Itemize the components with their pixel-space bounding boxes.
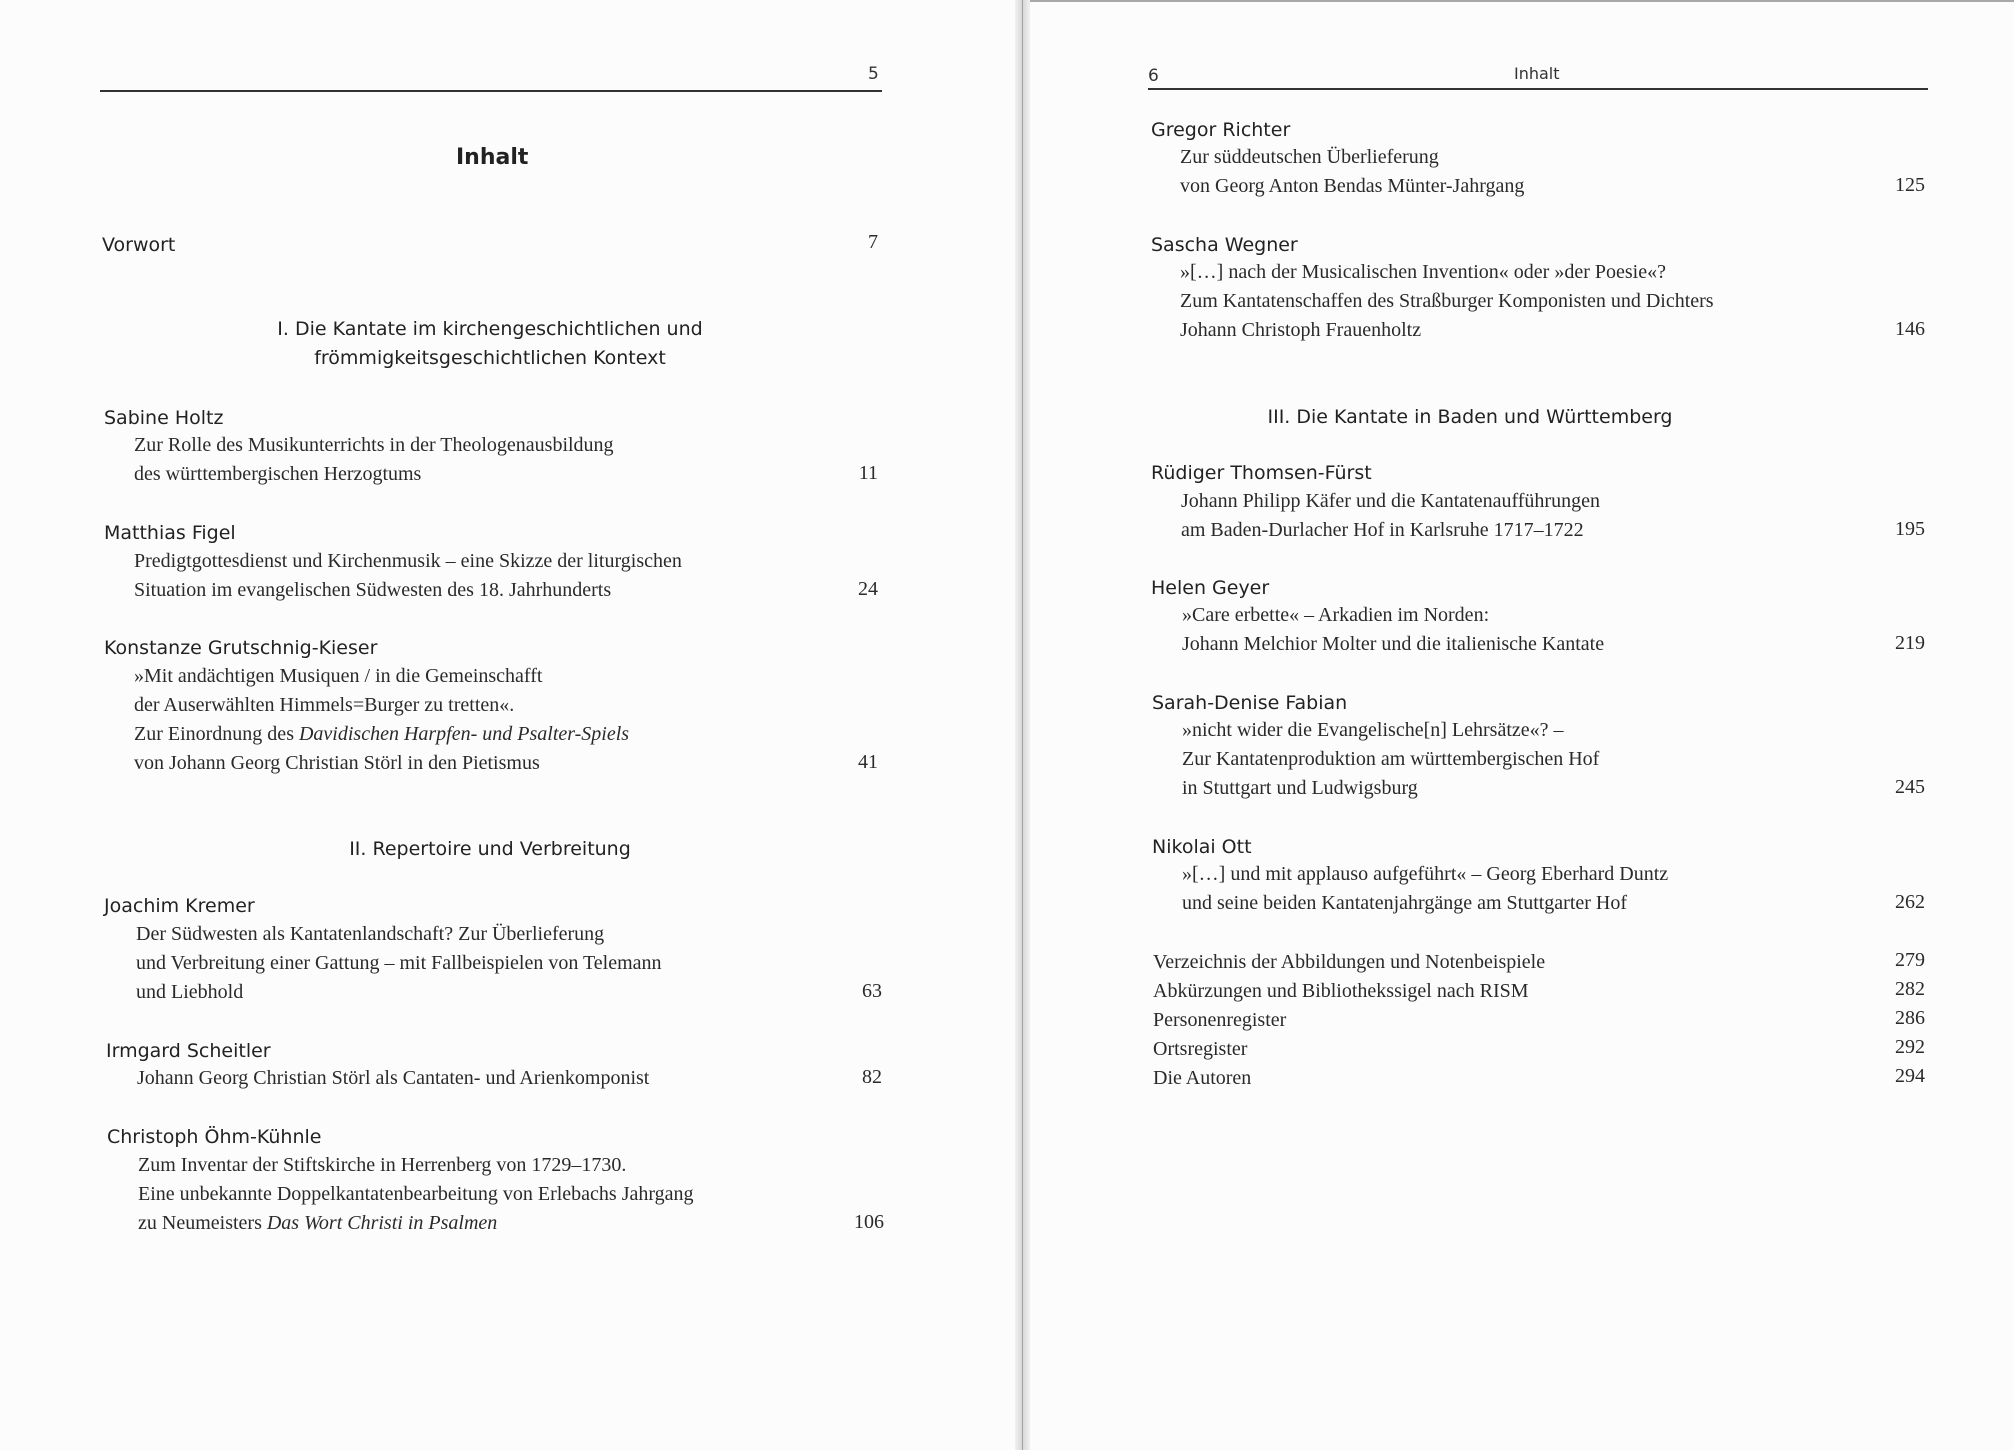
- appendix-item-label: Ortsregister: [1153, 1038, 1248, 1060]
- entry-title-line: Johann Christoph Frauenholtz: [1180, 319, 1422, 341]
- entry-title-line: »[…] nach der Musicalischen Invention« oder »der Poesie«?: [1180, 261, 1666, 283]
- preface-label: Vorwort: [102, 234, 176, 256]
- section-heading-line: I. Die Kantate im kirchengeschichtlichen und: [277, 318, 703, 340]
- entry-page: 262: [1895, 891, 1925, 913]
- entry-title-line: und Liebhold: [136, 981, 244, 1003]
- entry-title-line: Johann Philipp Käfer und die Kantatenaufführungen: [1181, 490, 1600, 512]
- entry-page: 63: [862, 980, 882, 1002]
- page-number: 5: [868, 64, 879, 84]
- entry-title-line: Eine unbekannte Doppelkantatenbearbeitung von Erlebachs Jahrgang: [138, 1183, 694, 1205]
- entry-title-line: von Johann Georg Christian Störl in den Pietismus: [134, 752, 540, 774]
- entry-title-line: »[…] und mit applauso aufgeführt« – Georg Eberhard Duntz: [1182, 863, 1669, 885]
- appendix-item-label: Die Autoren: [1153, 1067, 1252, 1089]
- appendix-item-label: Personenregister: [1153, 1009, 1287, 1031]
- entry-title-line: des württembergischen Herzogtums: [134, 463, 422, 485]
- entry-page: 24: [858, 578, 878, 600]
- entry-title-line: Johann Georg Christian Störl als Cantaten- und Arienkomponist: [137, 1067, 650, 1089]
- entry-page: 195: [1895, 518, 1925, 540]
- right-page: [1030, 0, 2014, 1450]
- entry-title-line: Zur Kantatenproduktion am württembergischen Hof: [1182, 748, 1600, 770]
- entry-title-line: Zum Kantatenschaffen des Straßburger Komponisten und Dichters: [1180, 290, 1714, 312]
- section-heading-2: II. Repertoire und Verbreitung: [349, 838, 631, 860]
- header-rule: [1148, 88, 1928, 90]
- entry-page: 245: [1895, 776, 1925, 798]
- entry-author: Irmgard Scheitler: [106, 1040, 271, 1062]
- appendix-item-page: 279: [1895, 949, 1925, 971]
- entry-author: Nikolai Ott: [1152, 836, 1252, 858]
- entry-page: 11: [858, 462, 878, 484]
- section-heading-line: frömmigkeitsgeschichtlichen Kontext: [314, 347, 666, 369]
- appendix-item-label: Abkürzungen und Bibliothekssigel nach RISM: [1153, 980, 1529, 1002]
- entry-author: Sabine Holtz: [104, 407, 224, 429]
- entry-title-line: [138, 1212, 497, 1235]
- entry-title-line: »Care erbette« – Arkadien im Norden:: [1182, 604, 1490, 626]
- entry-author: Sascha Wegner: [1151, 234, 1298, 256]
- entry-author: Matthias Figel: [104, 522, 236, 544]
- page-top-edge: [1030, 0, 2014, 5]
- appendix-item-page: 282: [1895, 978, 1925, 1000]
- entry-page: 41: [858, 751, 878, 773]
- entry-author: Konstanze Grutschnig-Kieser: [104, 637, 378, 659]
- entry-title-line: und seine beiden Kantatenjahrgänge am Stuttgarter Hof: [1182, 892, 1628, 914]
- entry-title-line: der Auserwählten Himmels=Burger zu tretten«.: [134, 694, 515, 716]
- entry-title-line: Zur Rolle des Musikunterrichts in der Theologenausbildung: [134, 434, 614, 456]
- entry-title-line: von Georg Anton Bendas Münter-Jahrgang: [1180, 175, 1525, 197]
- entry-title-line: Predigtgottesdienst und Kirchenmusik – eine Skizze der liturgischen: [134, 550, 682, 572]
- entry-page: 146: [1895, 318, 1925, 340]
- entry-title-line: »nicht wider die Evangelische[n] Lehrsätze«? –: [1182, 719, 1564, 741]
- running-head: Inhalt: [1514, 64, 1560, 83]
- appendix-item-page: 294: [1895, 1065, 1925, 1087]
- entry-title-italic: Davidischen Harpfen- und Psalter-Spiels: [298, 723, 630, 745]
- entry-title-line: Johann Melchior Molter und die italienische Kantate: [1182, 633, 1605, 655]
- section-heading-1: [200, 315, 780, 373]
- entry-author: Joachim Kremer: [104, 895, 255, 917]
- entry-title-line: und Verbreitung einer Gattung – mit Fallbeispielen von Telemann: [136, 952, 662, 974]
- entry-title-line: Zur süddeutschen Überlieferung: [1180, 146, 1439, 168]
- entry-page: 125: [1895, 174, 1925, 196]
- section-heading-3: III. Die Kantate in Baden und Württemberg: [1267, 406, 1673, 428]
- toc-title: Inhalt: [456, 145, 529, 170]
- entry-title-line: Der Südwesten als Kantatenlandschaft? Zur Überlieferung: [136, 923, 605, 945]
- appendix-item-page: 286: [1895, 1007, 1925, 1029]
- entry-title-line: »Mit andächtigen Musiquen / in die Gemeinschafft: [134, 665, 543, 687]
- entry-title-line: Situation im evangelischen Südwesten des 18. Jahrhunderts: [134, 579, 612, 601]
- appendix-item-page: 292: [1895, 1036, 1925, 1058]
- entry-page: 219: [1895, 632, 1925, 654]
- entry-title-line: in Stuttgart und Ludwigsburg: [1182, 777, 1418, 799]
- entry-page: 82: [862, 1066, 882, 1088]
- entry-title-line: am Baden-Durlacher Hof in Karlsruhe 1717–1722: [1181, 519, 1584, 541]
- entry-title-line: Zum Inventar der Stiftskirche in Herrenberg von 1729–1730.: [138, 1154, 627, 1176]
- entry-author: Sarah-Denise Fabian: [1152, 692, 1348, 714]
- preface-page: 7: [868, 231, 878, 253]
- entry-title-line: [134, 723, 629, 746]
- entry-author: Helen Geyer: [1151, 577, 1270, 599]
- appendix-item-label: Verzeichnis der Abbildungen und Notenbeispiele: [1153, 951, 1546, 973]
- header-rule: [100, 90, 882, 92]
- entry-title-italic: Das Wort Christi in Psalmen: [266, 1212, 498, 1234]
- entry-author: Christoph Öhm-Kühnle: [107, 1126, 322, 1148]
- entry-author: Gregor Richter: [1151, 119, 1291, 141]
- entry-title-text: Zur Einordnung des: [134, 723, 299, 745]
- entry-title-text: zu Neumeisters: [138, 1212, 267, 1234]
- book-gutter: [1015, 0, 1030, 1450]
- entry-author: Rüdiger Thomsen-Fürst: [1151, 462, 1372, 484]
- entry-page: 106: [854, 1211, 884, 1233]
- page-number: 6: [1148, 66, 1159, 86]
